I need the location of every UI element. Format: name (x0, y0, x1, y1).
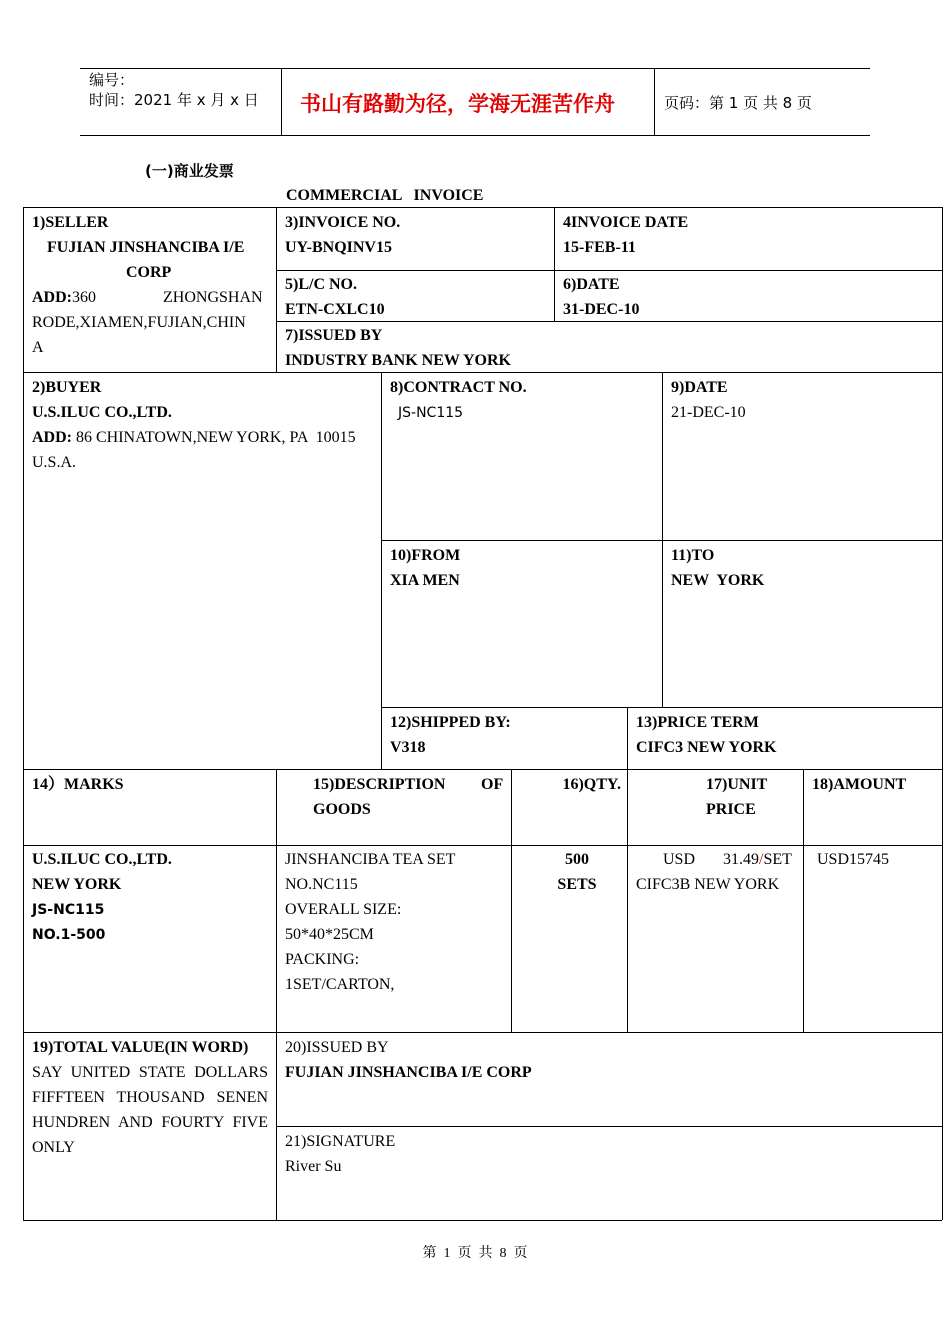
buyer-label: 2)BUYER (32, 379, 102, 396)
unit-slash: / (759, 851, 764, 868)
lc-date-label: 6)DATE (563, 276, 620, 293)
shipped-by-value: V318 (390, 739, 426, 756)
contract-no-label: 8)CONTRACT NO. (390, 379, 527, 396)
description-line: PACKING: (285, 951, 360, 968)
issuer-label: 20)ISSUED BY (285, 1039, 389, 1056)
serial-label: 编号： (89, 71, 135, 89)
shipped-by-label: 12)SHIPPED BY: (390, 714, 511, 731)
time-label: 时间：2021 年 x 月 x 日 (89, 91, 259, 109)
lc-issued-by-value: INDUSTRY BANK NEW YORK (285, 352, 511, 369)
total-words-line: FIFFTEEN THOUSAND SENEN (32, 1089, 268, 1106)
contract-no-value: JS-NC115 (398, 405, 464, 421)
invoice-no-value: UY-BNQINV15 (285, 239, 392, 256)
total-words-line: HUNDREN AND FOURTY FIVE (32, 1114, 268, 1131)
contract-date-value: 21-DEC-10 (671, 404, 746, 421)
buyer-address (32, 425, 356, 450)
section-title: (一)商业发票 (145, 162, 234, 180)
from-value: XIA MEN (390, 572, 460, 589)
seller-label: 1)SELLER (32, 214, 109, 231)
col-amount: 18)AMOUNT (812, 776, 907, 793)
page-info: 页码：第 1 页 共 8 页 (664, 94, 812, 112)
price-term-value: CIFC3 NEW YORK (636, 739, 777, 756)
col-description-goods: GOODS (313, 801, 371, 818)
lc-issued-by-label: 7)ISSUED BY (285, 327, 383, 344)
signature-value: River Su (285, 1158, 342, 1175)
description-line: OVERALL SIZE: (285, 901, 402, 918)
seller-name-line1: FUJIAN JINSHANCIBA I/E (47, 239, 245, 256)
unit-price-value (723, 847, 792, 872)
seller-addr-label: ADD: (32, 289, 72, 306)
seller-addr-line1 (32, 285, 96, 310)
description-line: 1SET/CARTON, (285, 976, 395, 993)
col-marks: 14）MARKS (32, 776, 124, 793)
col-description-of: OF (481, 776, 504, 793)
qty-number: 500 (565, 851, 589, 868)
description-line: 50*40*25CM (285, 926, 374, 943)
unit-term: CIFC3B NEW YORK (636, 876, 780, 893)
description-line: NO.NC115 (285, 876, 358, 893)
buyer-addr: 86 CHINATOWN,NEW YORK, PA 10015 (72, 429, 356, 446)
qty-unit: SETS (557, 876, 597, 893)
unit-per: SET (763, 851, 792, 868)
signature-label: 21)SIGNATURE (285, 1133, 396, 1150)
unit-currency: USD (663, 851, 696, 868)
lc-date-value: 31-DEC-10 (563, 301, 640, 318)
description-line: JINSHANCIBA TEA SET (285, 851, 456, 868)
col-unit-price-2: PRICE (706, 801, 756, 818)
issuer-value: FUJIAN JINSHANCIBA I/E CORP (285, 1064, 532, 1081)
total-words-line: ONLY (32, 1139, 75, 1156)
seller-addr-line2: RODE,XIAMEN,FUJIAN,CHIN (32, 314, 246, 331)
buyer-name: U.S.ILUC CO.,LTD. (32, 404, 172, 421)
invoice-no-label: 3)INVOICE NO. (285, 214, 401, 231)
col-unit-price: 17)UNIT (706, 776, 768, 793)
marks-line: JS-NC115 (32, 902, 105, 918)
total-label: 19)TOTAL VALUE(IN WORD) (32, 1039, 249, 1056)
seller-addr-num: 360 (72, 289, 96, 306)
marks-line: NO.1-500 (32, 927, 106, 943)
invoice-title: COMMERCIAL INVOICE (286, 187, 484, 204)
marks-line: U.S.ILUC CO.,LTD. (32, 851, 172, 868)
buyer-addr-label: ADD: (32, 429, 72, 446)
lc-no-label: 5)L/C NO. (285, 276, 357, 293)
marks-line: NEW YORK (32, 876, 122, 893)
amount-value: USD15745 (817, 851, 890, 868)
motto: 书山有路勤为径，学海无涯苦作舟 (300, 92, 615, 116)
invoice-date-label: 4INVOICE DATE (563, 214, 689, 231)
col-description: 15)DESCRIPTION (313, 776, 446, 793)
from-label: 10)FROM (390, 547, 461, 564)
invoice-date-value: 15-FEB-11 (563, 239, 636, 256)
seller-addr-street: ZHONGSHAN (163, 289, 263, 306)
to-value: NEW YORK (671, 572, 765, 589)
buyer-country: U.S.A. (32, 454, 77, 471)
seller-addr-line3: A (32, 339, 44, 356)
to-label: 11)TO (671, 547, 715, 564)
unit-value: 31.49 (723, 851, 759, 868)
price-term-label: 13)PRICE TERM (636, 714, 759, 731)
seller-name-line2: CORP (126, 264, 172, 281)
total-words-line: SAY UNITED STATE DOLLARS (32, 1064, 268, 1081)
col-qty: 16)QTY. (562, 776, 621, 793)
page-footer: 第 1 页 共 8 页 (422, 1246, 528, 1261)
lc-no-value: ETN-CXLC10 (285, 301, 385, 318)
contract-date-label: 9)DATE (671, 379, 728, 396)
